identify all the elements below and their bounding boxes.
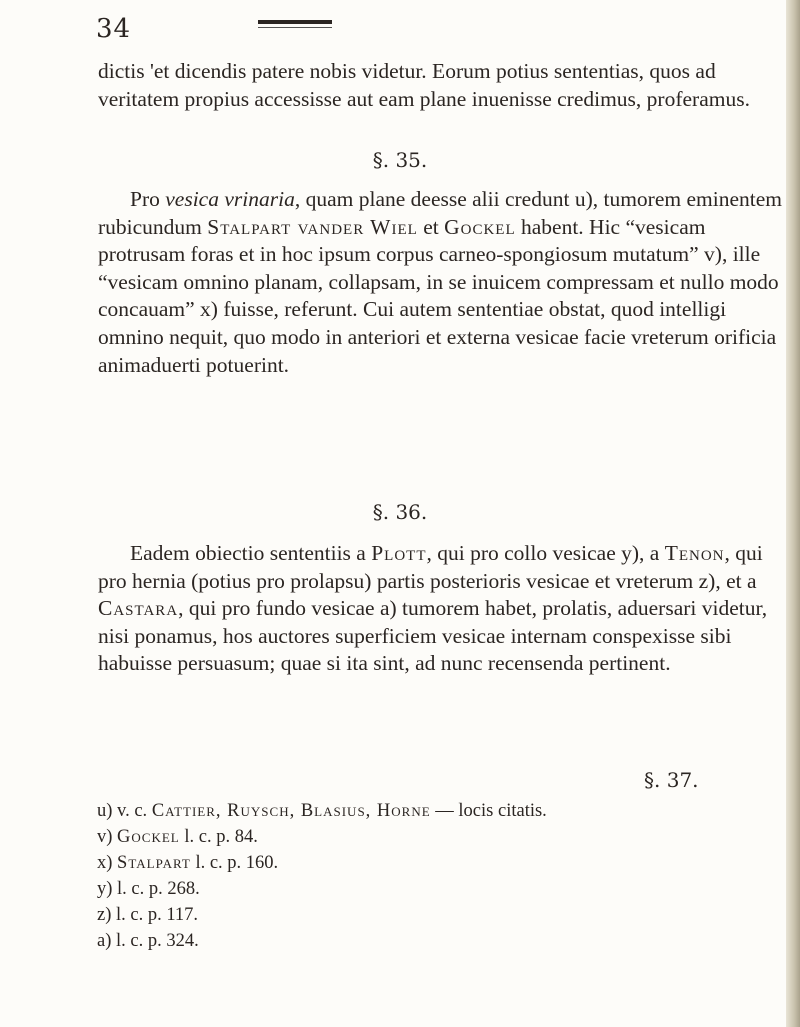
footnotes (97, 798, 787, 954)
page-number: 34 (96, 14, 132, 44)
author-name: Gockel (444, 214, 516, 239)
section-heading-35: §. 35. (372, 148, 428, 172)
author-name: Plott (371, 541, 427, 565)
paragraph-3: Eadem obiectio sententiis a Plott, qui pro collo vesicae y), a Tenon, qui pro hernia (potius pro prolapsu) partis posterioris vesicae et vreterum z), et a Castara, qui pro fundo vesicae a) tumorem habet, prolatis, aduersari videtur, nisi ponamus, hos auctores superficiem vesicae internam conspexisse sibi habuisse persuasum; quae si ita sint, ad nunc recensenda pertinent. (98, 541, 768, 676)
footnote: u) v. c. Cattier, Ruysch, Blasius, Horne — locis citatis. (97, 801, 547, 821)
paragraph-2: Pro vesica vrinaria, quam plane deesse alii credunt u), tumorem eminentem rubicundum Stalpart vander Wiel et Gockel habent. Hic “vesicam protrusam foras et in hoc ipsum corpus carneo-spongiosum mutatum” v), ille “vesicam omnino planam, collapsam, in se inuicem compressam et nullo modo concauam” x) fuisse, referunt. Cui autem sententiae obstat, quod intelligi omnino nequit, quo modo in anteriori et externa vesicae facie vreterum orificia animaduerti potuerint. (98, 187, 783, 377)
footnote: a) l. c. p. 324. (97, 931, 199, 951)
footnote: z) l. c. p. 117. (97, 905, 199, 925)
footnote: x) Stalpart l. c. p. 160. (97, 853, 279, 873)
section-heading-36: §. 36. (372, 500, 428, 524)
header-rule (258, 20, 332, 32)
catchword: §. 37. (644, 768, 699, 792)
author-name: Stalpart vander Wiel (207, 214, 418, 239)
author-name: Castara (98, 596, 179, 621)
footnote: y) l. c. p. 268. (97, 879, 200, 899)
paragraph-1: dictis 'et dicendis patere nobis videtur. Eorum potius sententias, quos ad veritatem propius accessisse aut eam plane inuenisse credimus, proferamus. (98, 59, 750, 111)
author-name: Tenon (664, 541, 725, 565)
footnote: v) Gockel l. c. p. 84. (97, 827, 258, 847)
term-vesica-vrinaria: vesica vrinaria (165, 187, 295, 211)
